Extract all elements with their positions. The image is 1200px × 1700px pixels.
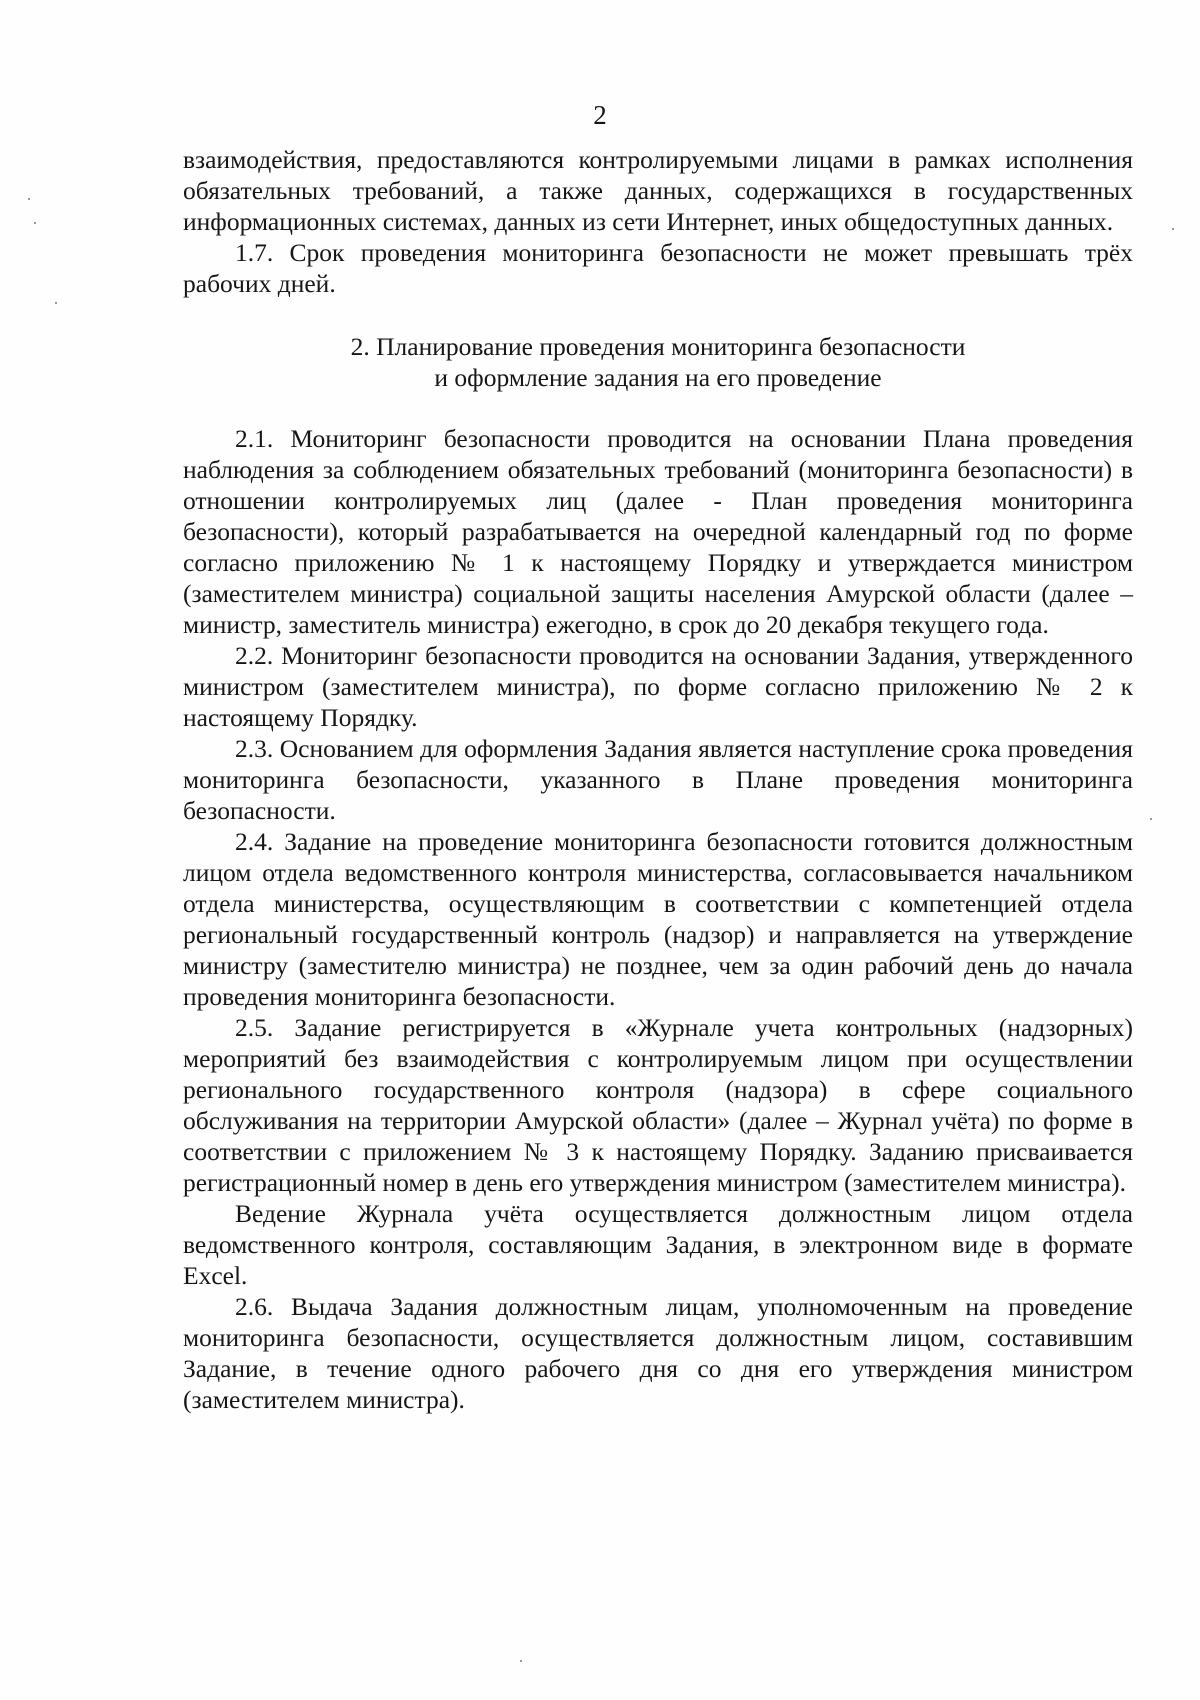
section-2-heading-line-2: и оформление задания на его проведение: [434, 363, 882, 392]
paragraph-2-2: 2.2. Мониторинг безопасности проводится на основании Задания, утвержденного министром (заместителем министра), по форме согласно приложению № 2 к настоящему Порядку.: [183, 641, 1133, 732]
section-2-heading-line-1: 2. Планирование проведения мониторинга безопасности: [350, 332, 966, 361]
document-body: [183, 144, 1133, 1415]
paragraph-2-5-continued: Ведение Журнала учёта осуществляется должностным лицом отдела ведомственного контроля, составляющим Задания, в электронном виде в формате Excel.: [183, 1199, 1133, 1290]
paragraph-1-7: 1.7. Срок проведения мониторинга безопасности не может превышать трёх рабочих дней.: [183, 238, 1133, 298]
scan-speck: [1150, 818, 1152, 820]
paragraph-2-4: 2.4. Задание на проведение мониторинга безопасности готовится должностным лицом отдела ведомственного контроля министерства, согласовывается начальником отдела министерства, осуществляющим в соответствии с компетенцией отдела региональный государственный контроль (надзор) и направляется на утверждение министру (заместителю министра) не позднее, чем за один рабочий день до начала проведения мониторинга безопасности.: [183, 827, 1133, 1011]
scan-speck: [28, 198, 30, 200]
paragraph-2-6: 2.6. Выдача Задания должностным лицам, уполномоченным на проведение мониторинга безопасности, осуществляется должностным лицом, составившим Задание, в течение одного рабочего дня со дня его утверждения министром (заместителем министра).: [183, 1292, 1133, 1414]
scan-speck: [520, 1660, 522, 1662]
section-2-heading: [183, 331, 1133, 393]
paragraph-2-5: 2.5. Задание регистрируется в «Журнале учета контрольных (надзорных) мероприятий без взаимодействия с контролируемым лицом при осуществлении регионального государственного контроля (надзора) в сфере социального обслуживания на территории Амурской области» (далее – Журнал учёта) по форме в соответствии с приложением № 3 к настоящему Порядку. Заданию присваивается регистрационный номер в день его утверждения министром (заместителем министра).: [183, 1013, 1133, 1197]
paragraph-continuation: взаимодействия, предоставляются контролируемыми лицами в рамках исполнения обязательных требований, а также данных, содержащихся в государственных информационных системах, данных из сети Интернет, иных общедоступных данных.: [183, 145, 1133, 236]
page-number: 2: [593, 100, 607, 130]
scan-speck: [1172, 228, 1174, 230]
paragraph-2-3: 2.3. Основанием для оформления Задания является наступление срока проведения мониторинга безопасности, указанного в Плане проведения мониторинга безопасности.: [183, 734, 1133, 825]
paragraph-2-1: 2.1. Мониторинг безопасности проводится на основании Плана проведения наблюдения за соблюдением обязательных требований (мониторинга безопасности) в отношении контролируемых лиц (далее - План проведения мониторинга безопасности), который разрабатывается на очередной календарный год по форме согласно приложению № 1 к настоящему Порядку и утверждается министром (заместителем министра) социальной защиты населения Амурской области (далее – министр, заместитель министра) ежегодно, в срок до 20 декабря текущего года.: [183, 424, 1133, 639]
scan-speck: [55, 302, 57, 304]
scan-speck: [34, 222, 36, 224]
